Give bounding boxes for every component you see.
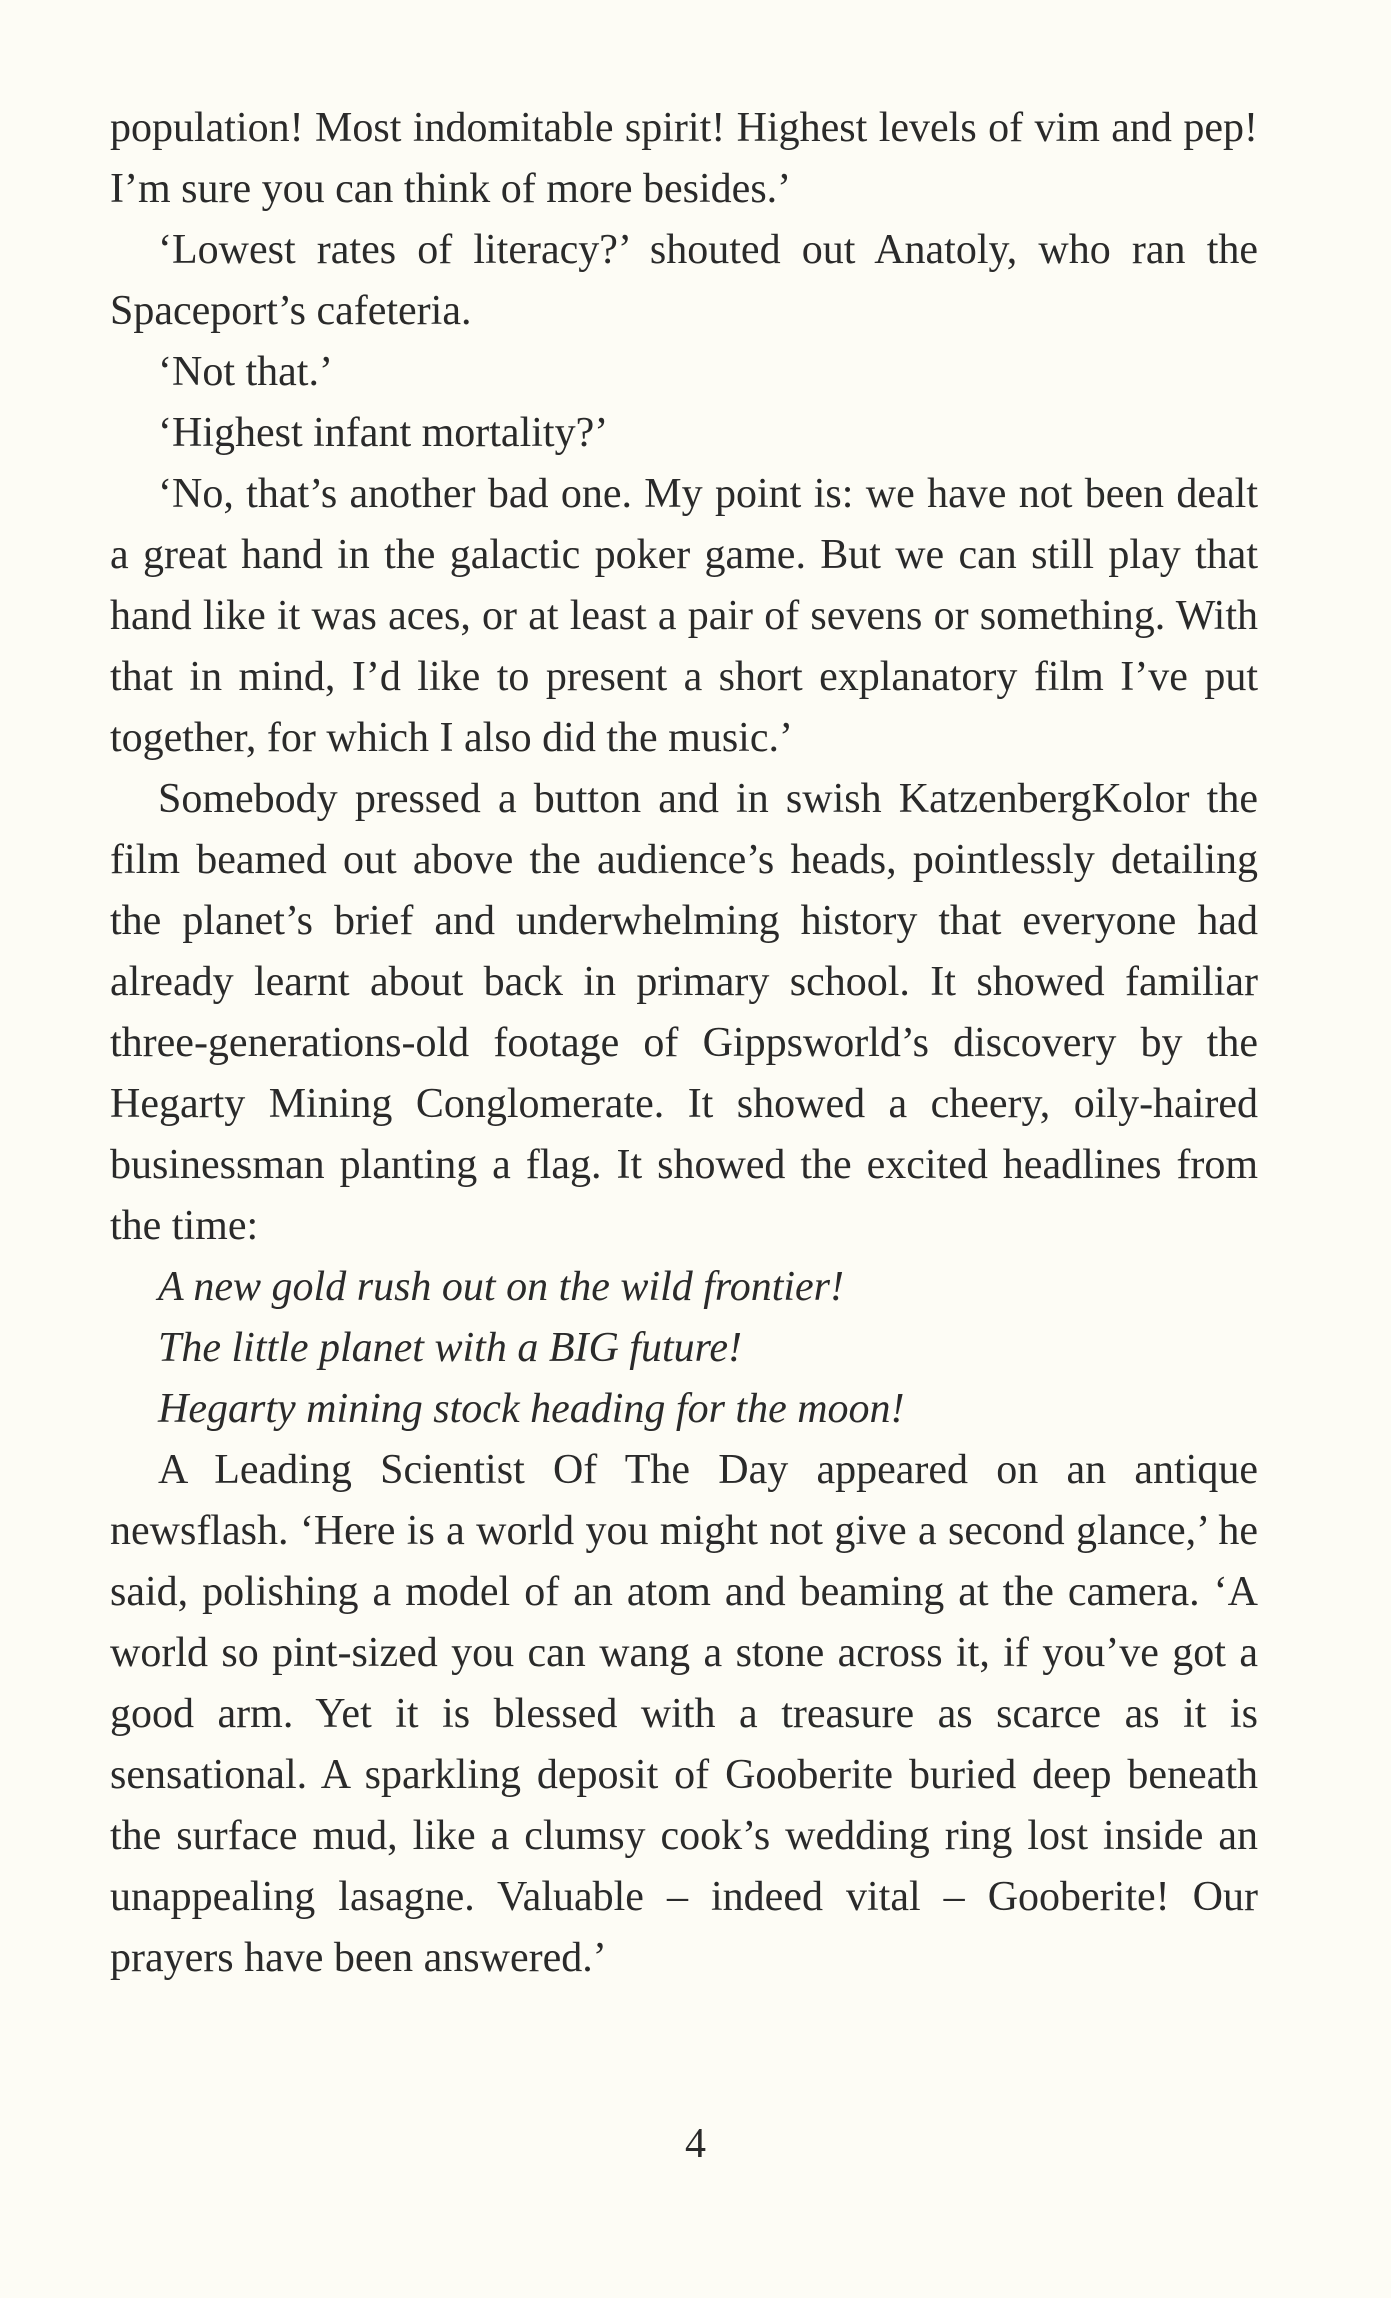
headline-italic: Hegarty mining stock heading for the moon! <box>158 1386 905 1432</box>
headline-italic: The little planet with a BIG future! <box>158 1325 743 1371</box>
page-number: 4 <box>685 2121 706 2167</box>
paragraph: ‘Highest infant mortality?’ <box>158 410 609 456</box>
book-page-text <box>110 98 1258 1989</box>
paragraph: ‘No, that’s another bad one. My point is: we have not been dealt a great hand in the galactic poker game. But we can still play that hand like it was aces, or at least a pair of sevens or something. With that in mind, I’d like to present a short explanatory film I’ve put together, for which I also did the music.’ <box>110 471 1258 761</box>
paragraph: ‘Not that.’ <box>158 349 333 395</box>
headline-italic: A new gold rush out on the wild frontier! <box>158 1264 845 1310</box>
paragraph: population! Most indomitable spirit! Highest levels of vim and pep! I’m sure you can think of more besides.’ <box>110 105 1258 212</box>
paragraph: A Leading Scientist Of The Day appeared on an antique newsflash. ‘Here is a world you might not give a second glance,’ he said, polishing a model of an atom and beaming at the camera. ‘A world so pint-sized you can wang a stone across it, if you’ve got a good arm. Yet it is blessed with a treasure as scarce as it is sensational. A sparkling deposit of Gooberite buried deep beneath the surface mud, like a clumsy cook’s wedding ring lost inside an unappealing lasagne. Valuable – indeed vital – Gooberite! Our prayers have been answered.’ <box>110 1447 1258 1981</box>
paragraph: Somebody pressed a button and in swish KatzenbergKolor the film beamed out above the audience’s heads, pointlessly detailing the planet’s brief and underwhelming history that everyone had already learnt about back in primary school. It showed familiar three-generations-old footage of Gippsworld’s discovery by the Hegarty Mining Conglomerate. It showed a cheery, oily-haired businessman planting a flag. It showed the excited headlines from the time: <box>110 776 1258 1249</box>
paragraph: ‘Lowest rates of literacy?’ shouted out Anatoly, who ran the Spaceport’s cafeteria. <box>110 227 1258 334</box>
